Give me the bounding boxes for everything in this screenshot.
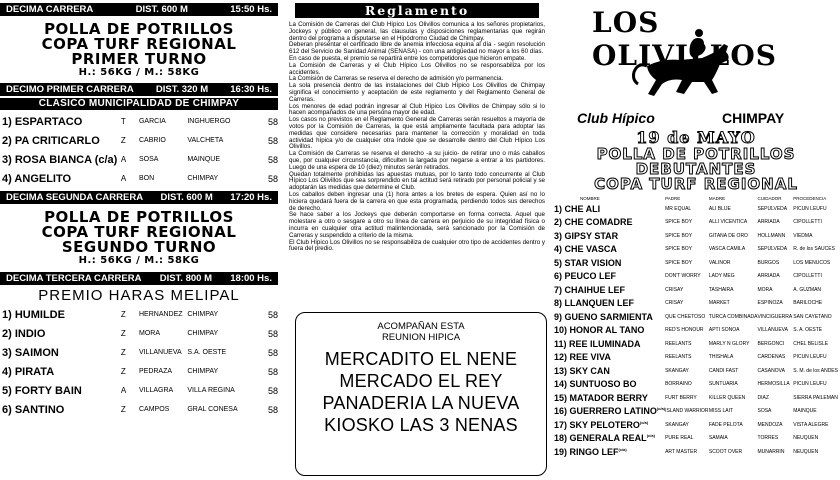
horse-name (554, 445, 665, 459)
horse-trainer: CARDENAS (757, 354, 786, 361)
table-row (2, 343, 278, 362)
horse-name-text: 13) SKY CAN (554, 365, 610, 376)
runner-name: 6) SANTINO (2, 403, 65, 416)
horse-dam: CANDI FAST (708, 367, 739, 374)
race-distance: DIST. 600 M (160, 192, 213, 203)
horse-dam: ALI BLUE (708, 205, 731, 212)
club-town: CHIMPAY (722, 110, 785, 126)
horse-trainer: TORRES (757, 435, 779, 442)
horse-tag: (c/a) (656, 406, 666, 412)
horse-origin: CHEL BELISLE (793, 340, 829, 347)
horse-origin: VIEDMA (793, 232, 813, 239)
runner-weight: 58 (267, 328, 278, 339)
sponsors-intro: REUNION HIPICA (381, 332, 461, 343)
horse-name (554, 283, 665, 297)
runner-sex: Z (120, 367, 126, 376)
runner-trainer: CAMPOS (138, 406, 170, 413)
table-row (554, 324, 838, 338)
event-title-line: POLLA DE POTRILLOS (596, 145, 796, 163)
reglamento-paragraph: La Comisión de Carreras se reserva el derecho de admisión y/o permanencia. (289, 75, 504, 83)
horse-dam: MARLY N GLORY (708, 340, 750, 347)
horse-origin: CIPOLLETTI (793, 273, 822, 280)
column-header: PADRE (665, 196, 681, 201)
horse-name-text: 11) REE ILUMINADA (554, 338, 641, 349)
table-row (554, 229, 838, 243)
column-header: PROCEDENCIA (793, 196, 827, 201)
table-row (2, 112, 278, 131)
runner-origin: CHIMPAY (187, 330, 219, 337)
reglamento-paragraph: Quedan totalmente prohibidas las apuestas mutuas, por lo tanto todo concurrente al Club Hípico Los Olivillos que sea sorprendido en tal actitud será retirado por personal policial y se adoptarán las medidas que determine el Club. (289, 170, 545, 192)
race-time: 15:50 Hs. (230, 4, 272, 15)
reglamento-paragraph: En caso de puesta, el premio se repartirá entre los competidores que hicieron empate. (289, 54, 526, 62)
horse-trainer: MENDOZA (757, 421, 783, 428)
table-row (554, 432, 838, 446)
runner-sex: A (120, 174, 127, 183)
horse-dam: VASCA CAMILA (708, 246, 746, 253)
horse-name-text: 10) HONOR AL TANO (554, 325, 645, 336)
reglamento-text (287, 22, 547, 253)
race-name: DECIMO PRIMER CARRERA (6, 84, 134, 95)
runner-sex: A (120, 386, 127, 395)
reglamento-paragraph: La sola presencia dentro de las instalaciones del Club Hípico Los Olivillos de Chimpay significa el conocimiento y aceptación de este reglamento y del Reglamento General de Carreras. (289, 82, 545, 103)
horse-origin: R. de los SAUCES (793, 246, 835, 253)
runners-table (2, 112, 278, 188)
horse-origin: PICUN LEUFU (793, 381, 827, 388)
horse-dam: TASHAIRA (708, 286, 734, 293)
horse-name (554, 310, 665, 324)
runner-trainer: BON (138, 175, 155, 182)
race-header (0, 83, 278, 96)
debutantes-table (554, 195, 838, 459)
table-row (2, 150, 278, 169)
runner-origin: VILLA REGINA (187, 387, 235, 394)
sponsor-name: KIOSKO LAS 3 NENAS (324, 415, 518, 435)
horse-name (554, 256, 665, 270)
horse-dam: MISS LAIT (708, 408, 734, 415)
horse-trainer: HOLLMANN (757, 232, 786, 239)
horse-origin: S. A. OESTE (793, 327, 823, 334)
horse-sire: SKANGAY (665, 367, 689, 374)
table-row (554, 283, 838, 297)
club-logo (552, 0, 840, 128)
runner-trainer: VILLANUEVA (138, 349, 182, 356)
reglamento-paragraph: La Comisión de Carreras del Club Hípico Los Olivillos comunica a los señores propietarios, Jockeys y público en general, las clausulas y disposiciones reglamentarias que regirán dentro del programa a disputarse en el Hipódromo Ciudad de Chimpay. (289, 21, 545, 42)
horse-dam: LADY MEG (708, 273, 735, 280)
runner-weight: 58 (267, 404, 278, 415)
runner-trainer: GARCIA (138, 118, 166, 125)
horse-name-text: 1) CHE ALI (554, 203, 601, 214)
runner-trainer: CABRIO (138, 137, 166, 144)
clasico-title: CLASICO MUNICIPALIDAD DE CHIMPAY (0, 98, 278, 110)
runner-name: 4) PIRATA (2, 365, 55, 378)
horse-name (554, 297, 665, 311)
horse-dam: APTI SONOA (708, 327, 740, 334)
horse-tag: (c/a) (639, 419, 649, 425)
horse-sire: FURT BERRY (665, 394, 697, 401)
race-title-line: POLLA DE POTRILLOS (44, 208, 234, 226)
horse-dam: GITANA DE ORO (708, 232, 748, 239)
race-header (0, 272, 278, 285)
horse-sire: SPICE BOY (665, 232, 693, 239)
horse-origin: PICUN LEUFU (793, 354, 827, 361)
horse-name (554, 405, 665, 419)
runner-weight: 58 (267, 116, 278, 127)
reglamento-paragraph: La Comisión de Carreras y el Club Hípico Los Olivillos no se responsabiliza por los accidentes. (289, 61, 545, 76)
horse-origin: SIERRA PAILEMAN (793, 394, 838, 401)
table-row (2, 169, 278, 188)
horse-name-text: 18) GENERALA REAL (554, 433, 647, 444)
horse-origin: LOS MENUCOS (793, 259, 831, 266)
runner-sex: Z (120, 405, 126, 414)
runner-name: 3) ROSA BIANCA (c/a) (2, 153, 118, 166)
horse-name-text: 9) GUENO SARMIENTA (554, 311, 653, 322)
table-row (554, 418, 838, 432)
horse-trainer: HERMOSILLA (757, 381, 790, 388)
horse-name-text: 17) SKY PELOTERO (554, 419, 640, 430)
column-header: NOMBRE (580, 196, 600, 201)
horse-trainer: SOSA (757, 408, 772, 415)
table-row (554, 310, 838, 324)
race-title-line: COPA TURF REGIONAL (41, 35, 237, 53)
horse-name-text: 3) GIPSY STAR (554, 230, 619, 241)
runner-weight: 58 (267, 366, 278, 377)
horse-origin: VISTA ALEGRE (793, 421, 829, 428)
horse-trainer: SEPULVEDA (757, 205, 788, 212)
race-title-line: COPA TURF REGIONAL (41, 223, 237, 241)
race-distance: DIST. 320 M (155, 84, 209, 95)
horse-name (554, 324, 665, 338)
horse-name (554, 229, 665, 243)
horse-origin: SAN CAYETANO (793, 313, 832, 320)
horse-origin: NEUQUEN (793, 435, 819, 442)
table-row (2, 131, 278, 150)
sponsors-box (295, 312, 547, 476)
horse-sire: PURE REAL (665, 435, 694, 442)
table-row (554, 391, 838, 405)
horse-origin: MAINQUE (793, 408, 817, 415)
table-row (554, 364, 838, 378)
horse-sire: SKANGAY (665, 421, 689, 428)
table-row (2, 362, 278, 381)
runner-trainer: VILLAGRA (138, 387, 174, 394)
horse-origin: BARILOCHE (793, 300, 823, 307)
reglamento-paragraph: La Comisión de Carreras se reserva el derecho -a su juicio- de retirar uno o más caballos que, por cualquier circunstancia, dificulten la largada por negarse a entrar a los partidores. Luego de una espera de 10 (diez) minutos serán retirados. (289, 150, 545, 171)
horse-name (554, 418, 665, 432)
reglamento-paragraph: El Club Hípico Los Olivillos no se responsabiliza de cualquier otro tipo de accidentes dentro y fuera del predio. (289, 238, 545, 253)
sponsor-name: PANADERIA LA NUEVA (322, 393, 520, 413)
horse-name (554, 270, 665, 284)
horse-origin: PICUN LEUFU (793, 205, 827, 212)
runner-sex: T (120, 117, 126, 126)
runner-origin: GRAL CONESA (187, 406, 238, 413)
horse-sire: RED'S HONOUR (665, 327, 704, 334)
runner-trainer: HERNANDEZ (138, 311, 183, 318)
race-weights: H.: 56KG / M.: 58KG (78, 255, 200, 266)
runner-trainer: PEDRAZA (138, 368, 173, 375)
runner-weight: 58 (267, 385, 278, 396)
horse-trainer: DIAZ (757, 394, 769, 401)
race-title-line: POLLA DE POTRILLOS (44, 20, 234, 38)
runner-origin: S.A. OESTE (187, 349, 227, 356)
runner-weight: 58 (267, 135, 278, 146)
event-date: 19 de MAYO (636, 128, 756, 147)
horse-trainer: MORA (757, 286, 773, 293)
table-row (554, 405, 838, 419)
horse-sire: CRISAY (665, 286, 684, 293)
horse-sire: REELANTS (665, 354, 692, 361)
horse-name (554, 364, 665, 378)
table-row (554, 445, 838, 459)
sponsors-intro: ACOMPAÑAN ESTA (377, 321, 465, 332)
horse-sire: SPICE BOY (665, 219, 693, 226)
horse-name (554, 202, 665, 216)
runner-name: 1) HUMILDE (2, 308, 65, 321)
horse-origin: CIPOLLETTI (793, 219, 822, 226)
race-title-line: PRIMER TURNO (71, 50, 207, 68)
horse-origin: S. M. de los ANDES (793, 367, 838, 374)
horse-sire: QUE CHEETOSO (665, 313, 706, 320)
race-title-line: SEGUNDO TURNO (61, 238, 217, 256)
reglamento-paragraph: Se hace saber a los Jockeys que deberán comportarse en forma correcta. Aquel que molestare a otro o sesgare a otro su línea de carrera en perjuicio de su integridad física o incurra en cualquier otra actitud malintencionada, será sancionado por la Comisión de Carreras y suspendido a criterio de la misma. (289, 211, 545, 239)
horse-name-text: 15) MATADOR BERRY (554, 392, 648, 403)
race-time: 17:20 Hs. (230, 192, 272, 203)
horse-sire: ART MASTER (665, 448, 698, 455)
horse-tag: (c/a) (618, 446, 627, 452)
runner-sex: A (120, 155, 127, 164)
runner-weight: 58 (267, 154, 278, 165)
horse-dam: VALINOR (708, 259, 731, 266)
club-subtitle: Club Hípico (577, 110, 655, 126)
horse-name-text: 6) PEUCO LEF (554, 271, 617, 282)
horse-trainer: MUNARRIN (757, 448, 785, 455)
reglamento-paragraph: Los menores de edad podrán ingresar al Club Hípico Los Olivillos de Chimpay sólo si lo hacen acompañados de una persona mayor de edad. (289, 102, 545, 117)
runner-sex: Z (120, 329, 126, 338)
horse-trainer: BURGOS (757, 259, 780, 266)
horse-name-text: 8) LLANQUEN LEF (554, 298, 634, 309)
runner-trainer: SOSA (138, 156, 159, 163)
race-time: 18:00 Hs. (230, 273, 272, 284)
horse-sire: SPICE BOY (665, 246, 693, 253)
horse-dam: SCOOT OVER (708, 448, 743, 455)
horse-name-text: 4) CHE VASCA (554, 244, 617, 255)
horse-name-text: 16) GUERRERO LATINO (554, 406, 657, 417)
reglamento-paragraph: Deberan presentar el certificado libre de anemia infecciosa equina al día - según resolución 612 del Servicio de Sanidad Animal (SENASA) - con una antigüedad no mayor a los 60 días. (289, 41, 545, 56)
horse-trainer: VILLANUEVA (757, 327, 788, 334)
horse-name (554, 216, 665, 230)
race-distance: DIST. 600 M (135, 4, 188, 15)
runner-origin: VALCHETA (187, 137, 224, 144)
reglamento-title: Reglamento (295, 3, 539, 18)
table-row (554, 378, 838, 392)
runner-origin: CHIMPAY (187, 311, 219, 318)
runners-table (2, 305, 278, 419)
horse-sire: REELANTS (665, 340, 692, 347)
race-name: DECIMA TERCERA CARRERA (6, 273, 142, 284)
table-row (2, 305, 278, 324)
runner-sex: Z (120, 310, 126, 319)
runner-name: 4) ANGELITO (2, 172, 72, 185)
table-row (554, 243, 838, 257)
horse-origin: A. GUZMAN (793, 286, 822, 293)
horse-trainer: CASANOVA (757, 367, 785, 374)
reglamento-column (287, 0, 547, 480)
race-weights: H.: 56KG / M.: 58KG (78, 67, 200, 78)
race-program-column (0, 0, 278, 480)
horse-name (554, 243, 665, 257)
runner-weight: 58 (267, 347, 278, 358)
horse-trainer: ARRIADA (757, 219, 780, 226)
table-row (554, 337, 838, 351)
horse-sire: CRISAY (665, 300, 684, 307)
horse-tag: (c/a) (646, 433, 655, 439)
horse-trainer: ESPINOZA (757, 300, 783, 307)
horse-name (554, 432, 665, 446)
table-row (554, 351, 838, 365)
table-header-row (554, 195, 838, 202)
table-row (554, 297, 838, 311)
runner-origin: CHIMPAY (187, 368, 219, 375)
sponsor-name: MERCADITO EL NENE (324, 349, 518, 369)
horse-sire: BORRAINO (665, 381, 692, 388)
runner-origin: MAINQUE (187, 156, 220, 163)
race-name: DECIMA SEGUNDA CARRERA (6, 192, 144, 203)
table-row (554, 256, 838, 270)
race-distance: DIST. 800 M (159, 273, 212, 284)
horse-dam: SAMAIA (708, 435, 728, 442)
horse-name-text: 12) REE VIVA (554, 352, 611, 363)
horse-dam: ALLI VICENTICA (708, 219, 748, 226)
event-title-line: DEBUTANTES (635, 160, 757, 178)
horse-dam: KILLER QUEEN (708, 394, 746, 401)
table-row (2, 324, 278, 343)
horse-sire: MR EQUAL (665, 205, 692, 212)
runner-name: 3) SAIMON (2, 346, 59, 359)
horse-origin: NEUQUEN (793, 448, 819, 455)
race-name: DECIMA CARRERA (6, 4, 94, 15)
table-row (2, 381, 278, 400)
runner-trainer: MORA (138, 330, 160, 337)
horse-name (554, 337, 665, 351)
horse-dam: FADE PELOTA (708, 421, 743, 428)
reglamento-paragraph: Los caballos deben ingresar una (1) hora antes a los bretes de espera. Quien así no lo hiciera quedará fuera de la carrera en que esta programada, perdiendo todos sus derechos de derecho. (289, 190, 545, 212)
horse-name (554, 378, 665, 392)
runner-name: 1) ESPARTACO (2, 115, 83, 128)
runner-sex: Z (120, 348, 126, 357)
race-header (0, 191, 278, 204)
runner-weight: 58 (267, 173, 278, 184)
horse-trainer: SEPULVEDA (757, 246, 788, 253)
horse-trainer: BERGONCI (757, 340, 785, 347)
runner-name: 5) FORTY BAIN (2, 384, 82, 397)
table-row (554, 270, 838, 284)
runner-name: 2) PA CRITICARLO (2, 134, 100, 147)
horse-name (554, 391, 665, 405)
horse-trainer: ARRIADA (757, 273, 780, 280)
column-header: CUIDADOR (757, 196, 782, 201)
debutantes-column (552, 0, 840, 480)
horse-sire: SPICE BOY (665, 259, 693, 266)
horse-trainer: VINCIGUERRA (757, 313, 793, 320)
horse-sire: DON'T WORRY (665, 273, 701, 280)
table-row (2, 400, 278, 419)
runner-weight: 58 (267, 309, 278, 320)
runner-sex: Z (120, 136, 126, 145)
horse-name (554, 351, 665, 365)
horse-dam: SUNTUARIA (708, 381, 738, 388)
horse-name-text: 19) RINGO LEF (554, 446, 619, 457)
horse-sire: ISLAND WARRIOR (665, 408, 709, 415)
horse-name-text: 5) STAR VISION (554, 257, 622, 268)
horse-name-text: 14) SUNTUOSO BO (554, 379, 637, 390)
sponsor-name: MERCADO EL REY (339, 371, 503, 391)
table-row (554, 202, 838, 216)
club-name: LOS OLIVILLOS (592, 6, 777, 72)
event-title-line: COPA TURF REGIONAL (594, 175, 798, 193)
horse-name-text: 2) CHE COMADRE (554, 217, 633, 228)
column-header: MADRE (708, 196, 726, 201)
table-row (554, 216, 838, 230)
horse-dam: MARKET (708, 300, 730, 307)
horse-dam: TURCA COMBINADA (708, 313, 758, 320)
runner-origin: CHIMPAY (187, 175, 219, 182)
runner-name: 2) INDIO (2, 327, 46, 340)
race-header (0, 3, 278, 16)
reglamento-paragraph: Los casos no previstos en el Reglamento General de Carreras serán resueltos a mayoría de votos por la Comisión de Carreras, la que está ampliamente facultada para adoptar las medidas que considere necesarias para mantener la corrección y moralidad en toda actividad hípica y/o de cualquier otra índole que se desarrolle dentro del Club Hípico Los Olivillos. (289, 116, 545, 151)
race-time: 16:30 Hs. (230, 84, 272, 95)
runner-origin: INGHUERGO (187, 118, 231, 125)
horse-name-text: 7) CHAIHUE LEF (554, 284, 626, 295)
premio-title: PREMIO HARAS MELIPAL (38, 287, 240, 304)
horse-dam: THISHALA (708, 354, 734, 361)
